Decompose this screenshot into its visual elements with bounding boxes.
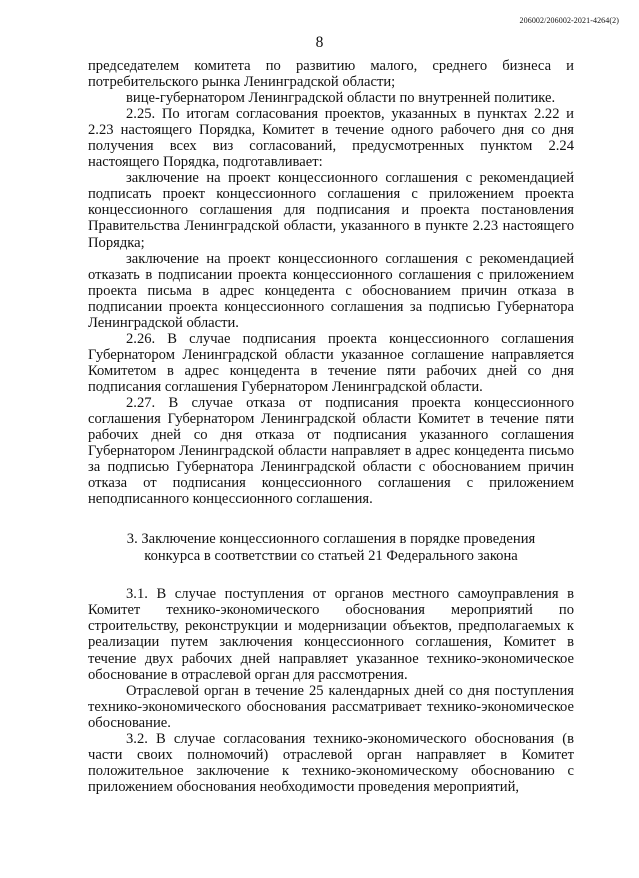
paragraph-2-25: 2.25. По итогам согласования проектов, указанных в пунктах 2.22 и 2.23 настоящего Порядка, Комитет в течение одного рабочего дня со дня получения всех виз согласований, предусмотренных пунктом 2.24 настоящего Порядка, подготавливает: (88, 106, 574, 171)
paragraph-2-27: 2.27. В случае отказа от подписания проекта концессионного соглашения Губернатором Ленинградской области Комитет в течение пяти рабочих дней со дня отказа от подписания указанного соглашения Губернатором Ленинградской области направляет в адрес концедента письмо за подписью Губернатора Ленинградской области с обоснованием причин отказа от подписания концессионного соглашения с приложением неподписанного концессионного соглашения. (88, 394, 574, 508)
paragraph-vice-governor: вице-губернатором Ленинградской области по внутренней политике. (126, 90, 556, 107)
paragraph-conclusion-sign: заключение на проект концессионного соглашения с рекомендацией подписать проект концессионного соглашения с приложением проекта концессионного соглашения для подписания и проекта постановления Правительства Ленинградской области, указанного в пункте 2.23 настоящего Порядка; (88, 170, 574, 251)
paragraph-continuation: председателем комитета по развитию малого, среднего бизнеса и потребительского рынка Ленинградской области; (88, 58, 574, 91)
section-heading-3 (88, 531, 574, 564)
page-number: 8 (315, 34, 324, 51)
paragraph-conclusion-refuse: заключение на проект концессионного соглашения с рекомендацией отказать в подписании проекта концессионного соглашения с приложением проекта письма в адрес концедента с обоснованием причин отказа в подписании проекта концессионного соглашения за подписью Губернатора Ленинградской области. (88, 250, 574, 331)
paragraph-3-1: 3.1. В случае поступления от органов местного самоуправления в Комитет технико-экономического обоснования мероприятий по строительству, реконструкции и модернизации объектов, предполагаемых к реализации путем заключения концессионного соглашения, Комитет в течение двух рабочих дней направляет указанное технико-экономическое обоснование в отраслевой орган для рассмотрения. (88, 586, 574, 683)
document-body (88, 58, 574, 795)
paragraph-2-26: 2.26. В случае подписания проекта концессионного соглашения Губернатором Ленинградской области указанное соглашение направляется Комитетом в адрес концедента в течение пяти рабочих дней со дня подписания соглашения Губернатором Ленинградской области. (88, 330, 574, 395)
section-heading-line-2: конкурса в соответствии со статьей 21 Федерального закона (144, 547, 518, 564)
paragraph-3-2: 3.2. В случае согласования технико-экономического обоснования (в части своих полномочий) отраслевой орган направляет в Комитет положительное заключение к технико-экономическому обоснованию с приложением обоснования необходимости проведения мероприятий, (88, 730, 574, 795)
section-heading-line-1: 3. Заключение концессионного соглашения в порядке проведения (126, 531, 536, 548)
document-id: 206002/206002-2021-4264(2) (519, 16, 619, 25)
paragraph-review-period: Отраслевой орган в течение 25 календарных дней со дня поступления технико-экономического обоснования рассматривает технико-экономическое обоснование. (88, 682, 574, 731)
